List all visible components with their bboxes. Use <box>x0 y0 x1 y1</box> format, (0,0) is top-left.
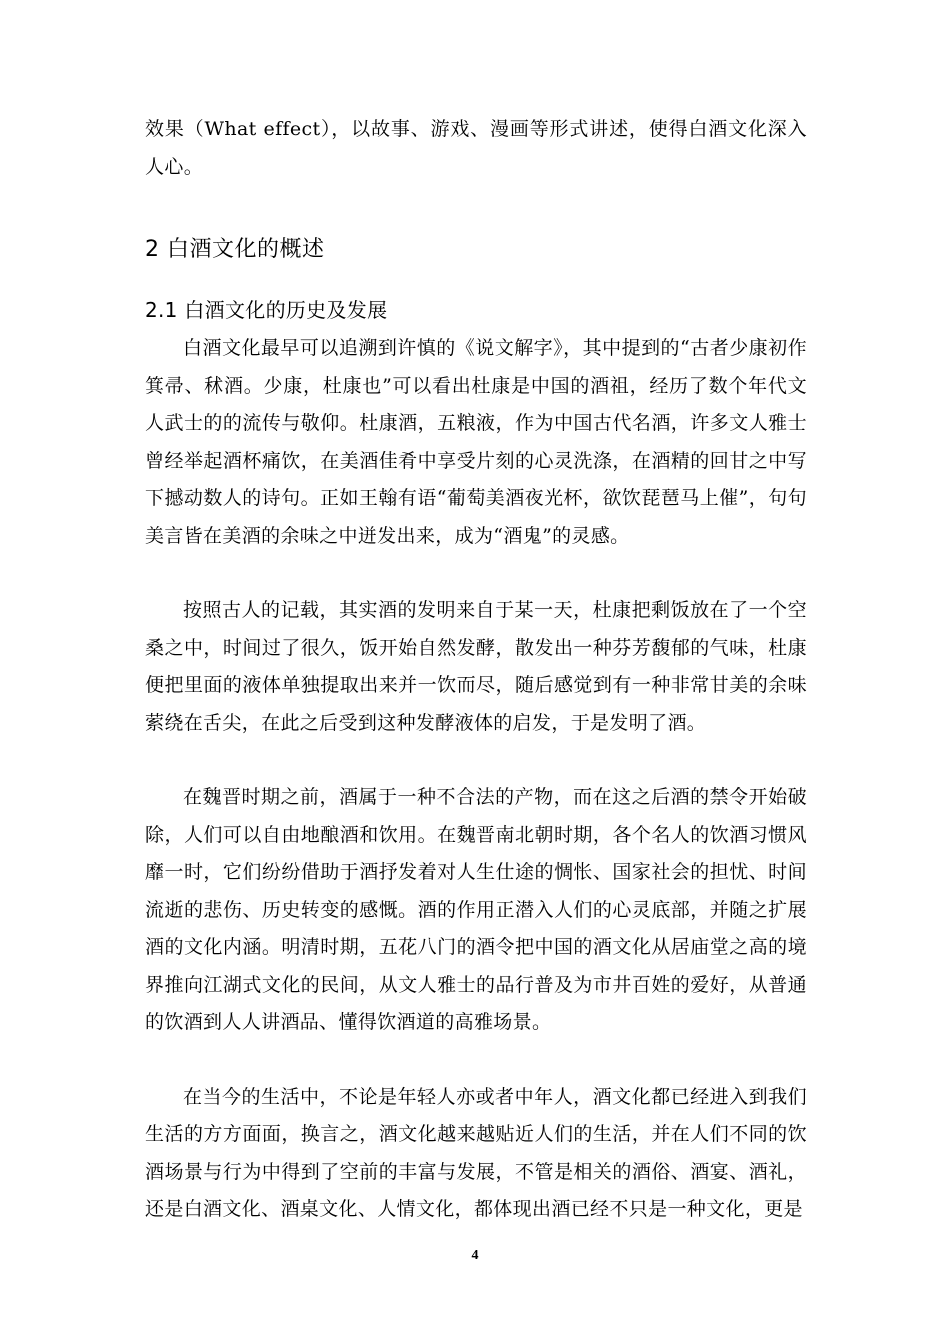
paragraph-invention-legend: 按照古人的记载，其实酒的发明来自于某一天，杜康把剩饭放在了一个空桑之中，时间过了很久，饭开始自然发酵，散发出一种芬芳馥郁的气味，杜康便把里面的液体单独提取出来并一饮而尽，随后感觉到有一种非常甘美的余味萦绕在舌尖，在此之后受到这种发酵液体的启发，于是发明了酒。 <box>145 599 807 734</box>
subsection-heading: 2.1 白酒文化的历史及发展 <box>145 298 388 322</box>
paragraph-history-origin: 白酒文化最早可以追溯到许慎的《说文解字》，其中提到的“古者少康初作箕帚、秫酒。少康，杜康也”可以看出杜康是中国的酒祖，经历了数个年代文人武士的的流传与敬仰。杜康酒，五粮液，作为中国古代名酒，许多文人雅士曾经举起酒杯痛饮，在美酒佳肴中享受片刻的心灵洗涤，在酒精的回甘之中写下撼动数人的诗句。正如王翰有语“葡萄美酒夜光杯，欲饮琵琶马上催”，句句美言皆在美酒的余味之中迸发出来，成为“酒鬼”的灵感。 <box>145 337 807 547</box>
section-heading: 2 白酒文化的概述 <box>145 237 325 262</box>
lead-paragraph: 效果（What effect），以故事、游戏、漫画等形式讲述，使得白酒文化深入人心。 <box>145 118 807 178</box>
paragraph-modern-life: 在当今的生活中，不论是年轻人亦或者中年人，酒文化都已经进入到我们生活的方方面面，换言之，酒文化越来越贴近人们的生活，并在人们不同的饮酒场景与行为中得到了空前的丰富与发展，不管是相关的酒俗、酒宴、酒礼，还是白酒文化、酒桌文化、人情文化，都体现出酒已经不只是一种文化，更是 <box>145 1085 807 1220</box>
page-body <box>145 111 807 1229</box>
page-number: 4 <box>471 1248 479 1263</box>
paragraph-wei-jin-era: 在魏晋时期之前，酒属于一种不合法的产物，而在这之后酒的禁令开始破除，人们可以自由地酿酒和饮用。在魏晋南北朝时期，各个名人的饮酒习惯风靡一时，它们纷纷借助于酒抒发着对人生仕途的惆怅、国家社会的担忧、时间流逝的悲伤、历史转变的感慨。酒的作用正潜入人们的心灵底部，并随之扩展酒的文化内涵。明清时期，五花八门的酒令把中国的酒文化从居庙堂之高的境界推向江湖式文化的民间，从文人雅士的品行普及为市井百姓的爱好，从普通的饮酒到人人讲酒品、懂得饮酒道的高雅场景。 <box>145 786 807 1033</box>
